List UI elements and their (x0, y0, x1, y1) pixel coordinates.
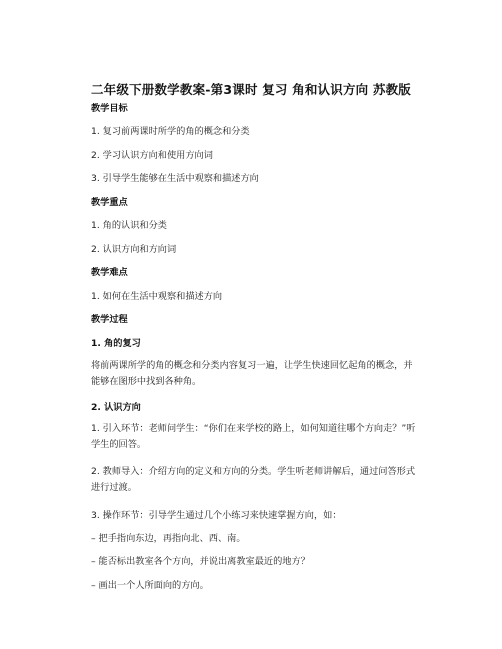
difficulty-heading: 教学难点 (91, 267, 128, 278)
bullet-item-2: – 能否标出教室各个方向，并说出离教室最近的地方？ (91, 556, 310, 567)
goal-item-2: 2. 学习认识方向和使用方向词 (91, 150, 213, 161)
focus-heading: 教学重点 (91, 197, 128, 208)
bullet-item-3: – 画出一个人所面向的方向。 (91, 580, 209, 591)
difficulty-item-1: 1. 如何在生活中观察和描述方向 (91, 291, 223, 302)
focus-item-2: 2. 认识方向和方向词 (91, 244, 177, 255)
part1-paragraph (91, 358, 416, 389)
goals-heading: 教学目标 (91, 103, 128, 114)
step3-line: 3. 操作环节：引导学生通过几个小练习来快速掌握方向，如： (91, 510, 342, 521)
goal-item-3: 3. 引导学生能够在生活中观察和描述方向 (91, 173, 259, 184)
goal-item-1: 1. 复习前两课时所学的角的概念和分类 (91, 126, 250, 137)
step2-paragraph: 2. 教师导入：介绍方向的定义和方向的分类。学生听老师讲解后，通过问答形式进行过渡。 (91, 466, 416, 493)
part1-heading: 1. 角的复习 (91, 338, 141, 349)
part1-text: 将前两课所学的角的概念和分类内容复习一遍，让学生快速回忆起角的概念，并能够在图形中找到各种角。 (91, 360, 413, 387)
process-heading: 教学过程 (91, 314, 128, 325)
focus-item-1: 1. 角的认识和分类 (91, 220, 167, 231)
document-title: 二年级下册数学教案-第3课时 复习 角和认识方向 苏教版 (90, 82, 412, 97)
part2-heading: 2. 认识方向 (91, 402, 141, 413)
bullet-item-1: – 把手指向东边，再指向北、西、南。 (91, 533, 246, 544)
step1-paragraph: 1. 引入环节：老师问学生：“你们在来学校的路上，如何知道往哪个方向走？”听学生的回答。 (91, 423, 416, 450)
